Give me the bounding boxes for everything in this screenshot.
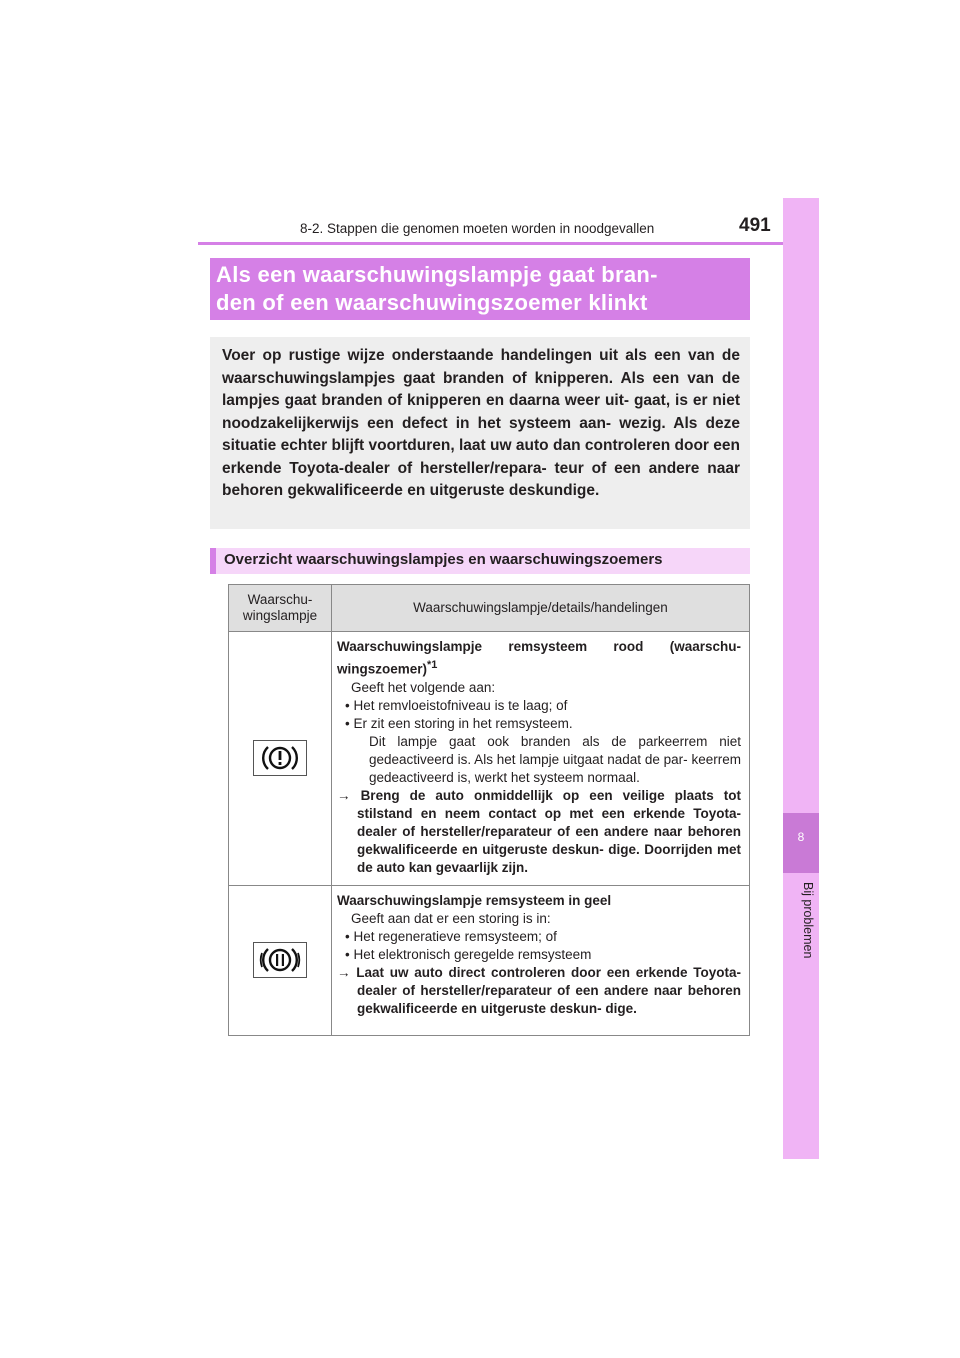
- section-title-line1: Als een waarschuwingslampje gaat bran-: [216, 262, 658, 287]
- intro-text: Voer op rustige wijze onderstaande handelingen uit als een van de waarschuwingslampjes gaat branden of knipperen. Als een van de lampjes gaat branden of knipperen en daarna weer uit- gaat, is er niet noodzakelijkerwijs een defect in het systeem aan- wezig. Als deze situatie echter blijft voortduren, laat uw auto dan controleren door een erkende Toyota-dealer of hersteller/repara- teur of een andere naar behoren gekwalificeerde en uitgeruste deskundige.: [210, 337, 750, 529]
- details-cell: [332, 632, 750, 886]
- lamp-action: → Breng de auto onmiddellijk op een veilige plaats tot stilstand en neem contact op met een erkende Toyota-dealer of hersteller/reparateur of een andere naar behoren gekwalificeerde en uitgeruste deskun- dige. Doorrijden met de auto kan gevaarlijk zijn.: [337, 787, 741, 875]
- chapter-label: Bij problemen: [801, 882, 815, 959]
- brake-warning-icon: [253, 740, 307, 776]
- lamp-title: Waarschuwingslampje remsysteem rood (waarschu- wingszoemer)$^{*1}$: [337, 639, 741, 677]
- header-details: Waarschuwingslampje/details/handelingen: [332, 585, 750, 632]
- details-cell: [332, 885, 750, 1035]
- page-number: 491: [739, 215, 771, 236]
- header-title: 8-2. Stappen die genomen moeten worden in noodgevallen: [300, 221, 655, 236]
- section-title-line2: den of een waarschuwingszoemer klinkt: [216, 290, 648, 315]
- lamp-description: Geeft aan dat er een storing is in:: [351, 910, 551, 926]
- lamp-description: Geeft het volgende aan:: [351, 679, 496, 695]
- brake-system-icon: [253, 942, 307, 978]
- chapter-number: 8: [797, 830, 805, 844]
- list-item: • Het remvloeistofniveau is te laag; of: [345, 697, 568, 713]
- table-row: [229, 632, 750, 886]
- header-rule: [198, 242, 818, 245]
- table-header-row: [229, 585, 750, 632]
- table-row: [229, 885, 750, 1035]
- icon-cell: [229, 632, 332, 886]
- lamp-title: Waarschuwingslampje remsysteem in geel: [337, 892, 612, 908]
- list-item: • Er zit een storing in het remsysteem.: [345, 715, 573, 731]
- header-lamp: Waarschu- wingslampje: [229, 585, 332, 632]
- side-tab: [783, 198, 819, 1159]
- list-item: • Het elektronisch geregelde remsysteem: [345, 946, 592, 962]
- footnote-mark: *1: [427, 659, 438, 671]
- overview-title: Overzicht waarschuwingslampjes en waarschuwingszoemers: [210, 548, 750, 574]
- list-item: • Het regeneratieve remsysteem; of: [345, 928, 557, 944]
- section-title: [210, 258, 750, 320]
- arrow-icon: →: [337, 787, 351, 803]
- lamp-action: → Laat uw auto direct controleren door een erkende Toyota-dealer of hersteller/reparateur of een andere naar behoren gekwalificeerde en uitgeruste deskun- dige.: [337, 964, 741, 1016]
- arrow-icon: →: [337, 964, 351, 980]
- warning-table: [228, 584, 750, 1036]
- lamp-note: Dit lampje gaat ook branden als de parkeerrem niet gedeactiveerd is. Als het lampje uitgaat nadat de par- keerrem gedeactiveerd is, werkt het systeem normaal.: [369, 733, 741, 785]
- icon-cell: [229, 885, 332, 1035]
